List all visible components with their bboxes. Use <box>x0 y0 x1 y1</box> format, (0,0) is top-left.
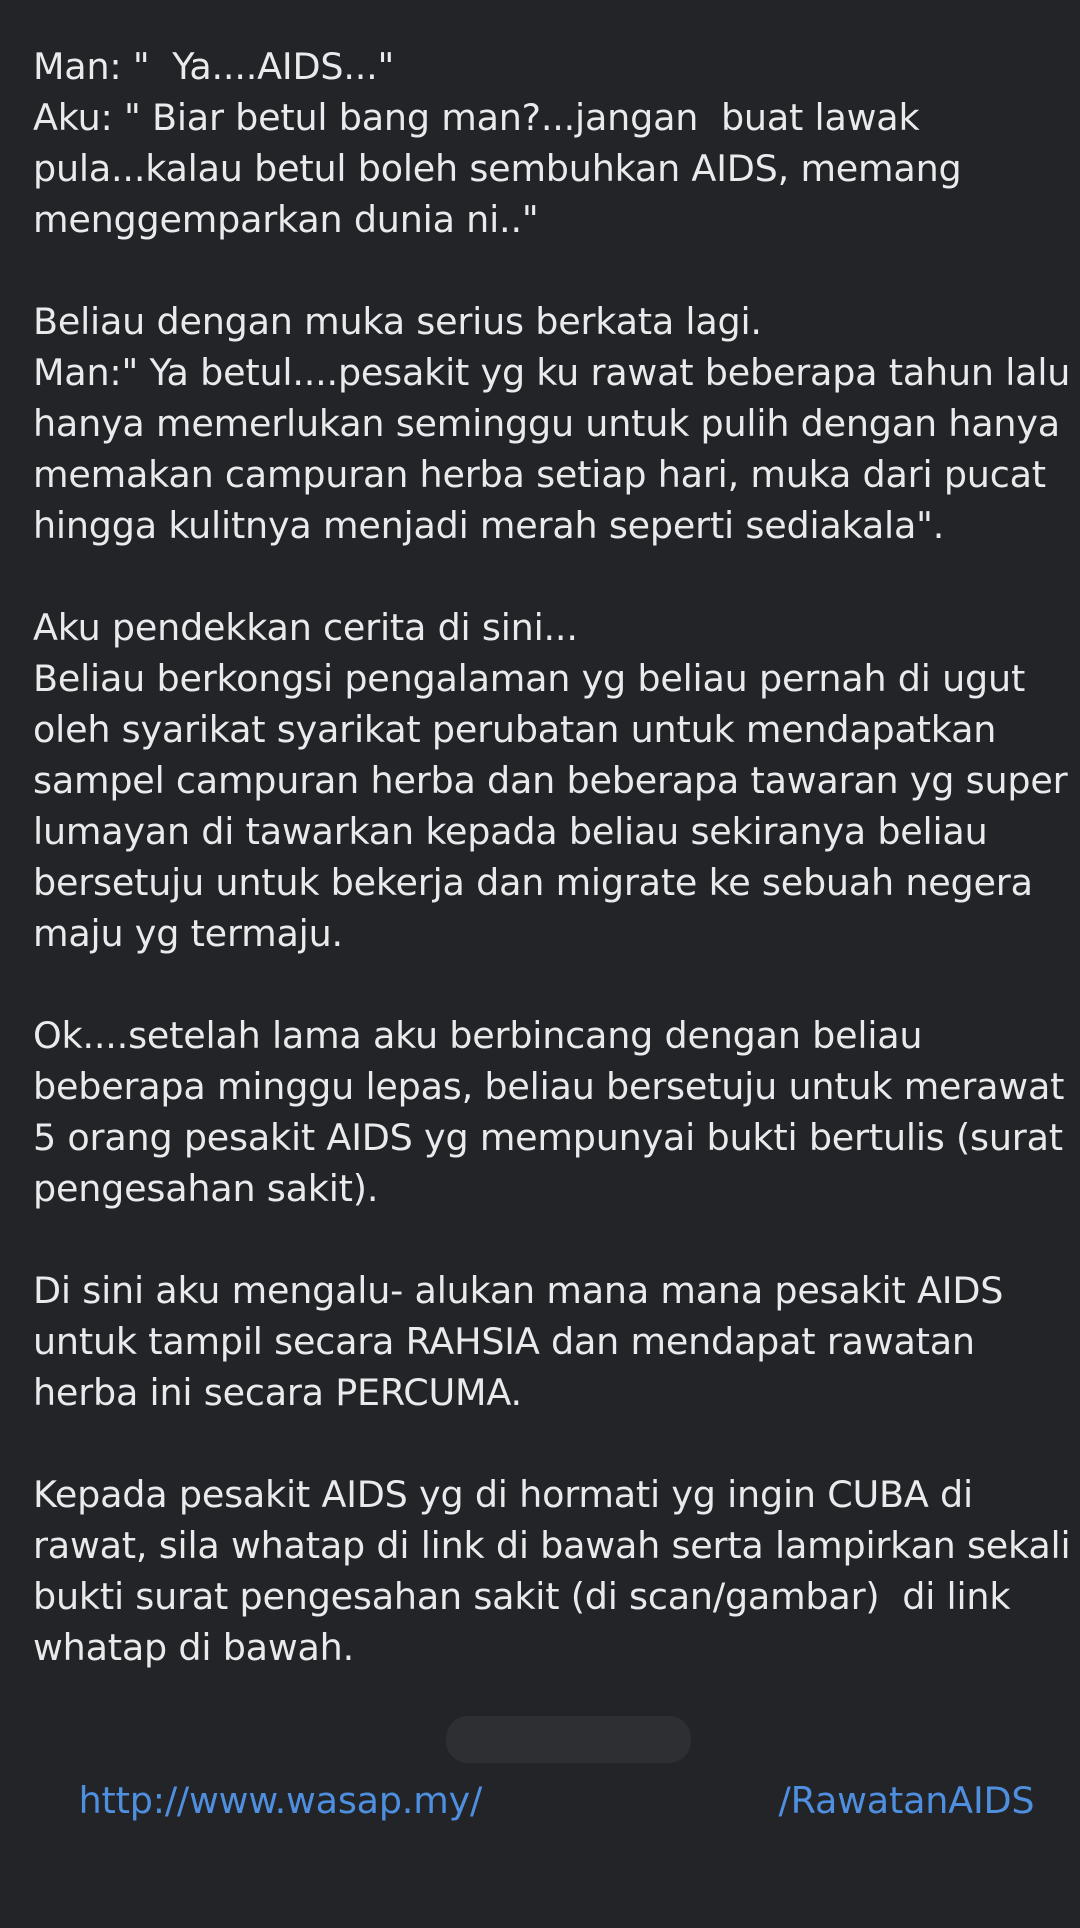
text-line: menggemparkan dunia ni.." <box>33 198 539 241</box>
text-line: sampel campuran herba dan beberapa tawaran yg super <box>33 759 1068 802</box>
text-line: 5 orang pesakit AIDS yg mempunyai bukti bertulis (surat <box>33 1116 1063 1159</box>
paragraph-6 <box>33 1469 1071 1673</box>
text-line: herba ini secara PERCUMA. <box>33 1371 522 1414</box>
text-line: Ok....setelah lama aku berbincang dengan beliau <box>33 1014 923 1057</box>
whatsapp-link-line <box>33 1724 1053 1822</box>
whatsapp-link[interactable]: http://www.wasap.my/ /RawatanAIDS <box>78 1779 1035 1822</box>
text-line: Di sini aku mengalu- alukan mana mana pesakit AIDS <box>33 1269 1004 1312</box>
text-line: oleh syarikat syarikat perubatan untuk mendapatkan <box>33 708 997 751</box>
paragraph-2 <box>33 296 1071 551</box>
paragraph-gap <box>33 959 1053 1010</box>
text-line: Beliau berkongsi pengalaman yg beliau pernah di ugut <box>33 657 1026 700</box>
paragraph-5 <box>33 1265 1053 1418</box>
paragraph-1 <box>33 41 1053 245</box>
text-line: Kepada pesakit AIDS yg di hormati yg ingin CUBA di <box>33 1473 973 1516</box>
text-line: untuk tampil secara RAHSIA dan mendapat rawatan <box>33 1320 975 1363</box>
text-line: pengesahan sakit). <box>33 1167 379 1210</box>
text-line: Man: " Ya....AIDS..." <box>33 45 395 88</box>
paragraph-gap <box>33 551 1053 602</box>
paragraph-3 <box>33 602 1068 959</box>
text-line: pula...kalau betul boleh sembuhkan AIDS, memang <box>33 147 962 190</box>
post-body <box>33 41 1071 1822</box>
paragraph-gap <box>33 1418 1053 1469</box>
text-line: rawat, sila whatap di link di bawah serta lampirkan sekali <box>33 1524 1071 1567</box>
paragraph-gap <box>33 245 1053 296</box>
text-line: hingga kulitnya menjadi merah seperti sediakala". <box>33 504 945 547</box>
text-line: bersetuju untuk bekerja dan migrate ke sebuah negera <box>33 861 1033 904</box>
text-line: hanya memerlukan seminggu untuk pulih dengan hanya <box>33 402 1060 445</box>
paragraph-gap <box>33 1214 1053 1265</box>
text-line: lumayan di tawarkan kepada beliau sekiranya beliau <box>33 810 988 853</box>
text-line: Aku: " Biar betul bang man?...jangan buat lawak <box>33 96 920 139</box>
text-line: Man:" Ya betul....pesakit yg ku rawat beberapa tahun lalu <box>33 351 1071 394</box>
text-line: whatap di bawah. <box>33 1626 355 1669</box>
redaction-overlay <box>446 1716 691 1763</box>
text-line: bukti surat pengesahan sakit (di scan/gambar) di link <box>33 1575 1011 1618</box>
text-line: memakan campuran herba setiap hari, muka dari pucat <box>33 453 1046 496</box>
text-line: Beliau dengan muka serius berkata lagi. <box>33 300 762 343</box>
text-line: beberapa minggu lepas, beliau bersetuju untuk merawat <box>33 1065 1065 1108</box>
paragraph-4 <box>33 1010 1065 1214</box>
text-line: Aku pendekkan cerita di sini... <box>33 606 578 649</box>
text-line: maju yg termaju. <box>33 912 343 955</box>
